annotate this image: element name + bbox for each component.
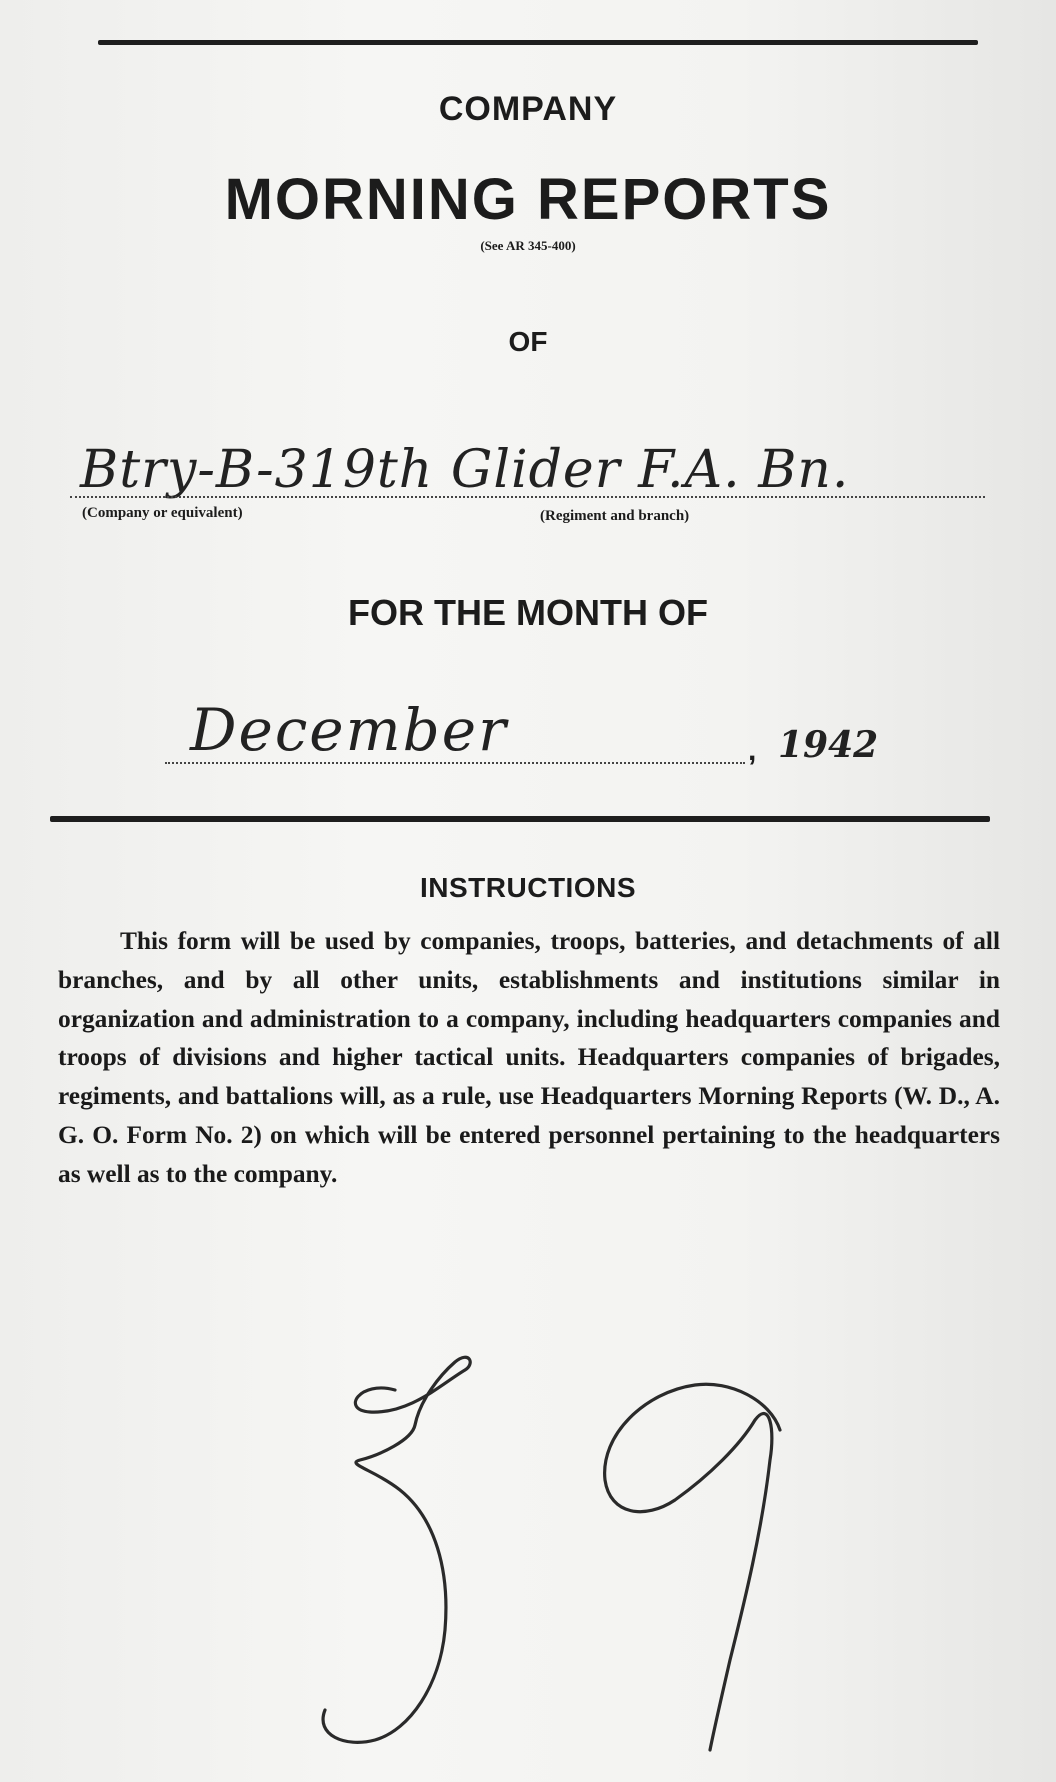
month-heading: FOR THE MONTH OF: [348, 592, 708, 633]
form-title: MORNING REPORTS: [224, 167, 832, 232]
instructions-text: This form will be used by companies, troops, batteries, and detachments of all branches, and by all other units, establishments and institutions similar in organization and administration to a company, including headquarters companies and troops of divisions and higher tactical units. Headquarters companies of brigades, regiments, and battalions will, as a rule, use Headquarters Morning Reports (W. D., A. G. O. Form No. 2) on which will be entered personnel pertaining to the headquarters as well as to the company.: [58, 927, 1000, 1188]
year-value: 1942: [778, 724, 879, 766]
instructions-heading: INSTRUCTIONS: [420, 872, 636, 903]
unit-handwritten: Btry-B-319th Glider F.A. Bn.: [80, 440, 850, 500]
handwritten-number-39: [300, 1340, 860, 1760]
middle-rule: [50, 816, 990, 822]
year-separator: ,: [748, 734, 757, 767]
unit-fill-line: [70, 496, 985, 498]
of-label: OF: [508, 326, 548, 357]
caption-regiment: (Regiment and branch): [540, 508, 690, 524]
regulation-reference: (See AR 345-400): [480, 238, 576, 253]
top-rule: [98, 40, 978, 45]
caption-company: (Company or equivalent): [82, 505, 243, 521]
company-heading: COMPANY: [438, 90, 618, 128]
month-handwritten: December: [190, 696, 508, 764]
month-fill-line: [165, 762, 745, 764]
